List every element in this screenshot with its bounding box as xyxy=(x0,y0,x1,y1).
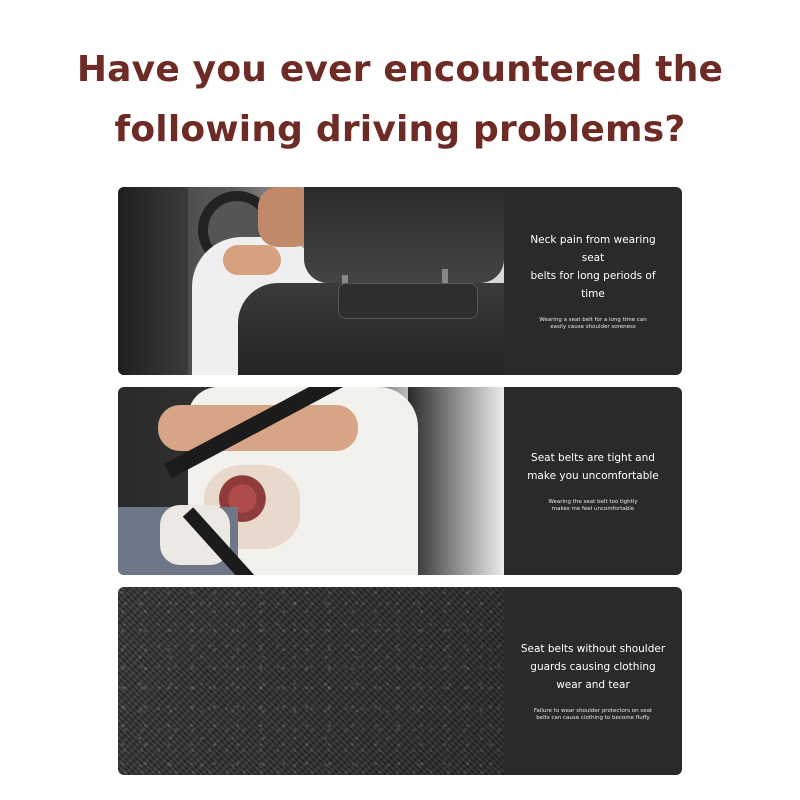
caption-subtitle-line: belts can cause clothing to become fluffy xyxy=(536,715,650,721)
photo-fuzzy-fabric xyxy=(118,587,504,775)
caption-title-line: Seat belts without shoulder xyxy=(520,643,666,655)
caption-title-line: guards causing clothing xyxy=(530,661,656,673)
headline-line-2: following driving problems? xyxy=(114,109,686,150)
problem-panel-tight-belt xyxy=(118,387,682,575)
headrest-graphic xyxy=(304,187,504,283)
caption-subtitle-line: easily cause shoulder soreness xyxy=(550,324,636,330)
caption-subtitle xyxy=(539,317,646,331)
problem-panel-clothing-wear xyxy=(118,587,682,775)
caption-title xyxy=(527,449,659,485)
caption-subtitle-line: Failure to wear shoulder protectors on seat xyxy=(533,708,653,714)
caption-clothing-wear xyxy=(504,587,682,775)
photo-neck-pain xyxy=(118,187,504,375)
page-headline xyxy=(0,40,800,160)
caption-title-line: Seat belts are tight and xyxy=(531,452,655,464)
caption-title-line: make you uncomfortable xyxy=(527,470,659,482)
problem-panel-neck-pain xyxy=(118,187,682,375)
caption-neck-pain xyxy=(504,187,682,375)
caption-title xyxy=(518,231,668,303)
car-door-graphic xyxy=(408,387,504,575)
caption-subtitle xyxy=(534,708,652,722)
caption-title-line: belts for long periods of time xyxy=(530,270,656,300)
caption-subtitle-line: makes me feel uncomfortable xyxy=(551,506,635,512)
caption-subtitle xyxy=(548,499,637,513)
caption-subtitle-line: Wearing the seat belt too tightly xyxy=(548,499,638,505)
caption-title-line: wear and tear xyxy=(556,679,630,691)
caption-subtitle-line: Wearing a seat belt for a long time can xyxy=(539,317,647,323)
caption-title xyxy=(521,640,665,694)
caption-title-line: Neck pain from wearing seat xyxy=(530,234,656,264)
headline-line-1: Have you ever encountered the xyxy=(76,49,724,90)
caption-tight-belt xyxy=(504,387,682,575)
photo-tight-belt xyxy=(118,387,504,575)
